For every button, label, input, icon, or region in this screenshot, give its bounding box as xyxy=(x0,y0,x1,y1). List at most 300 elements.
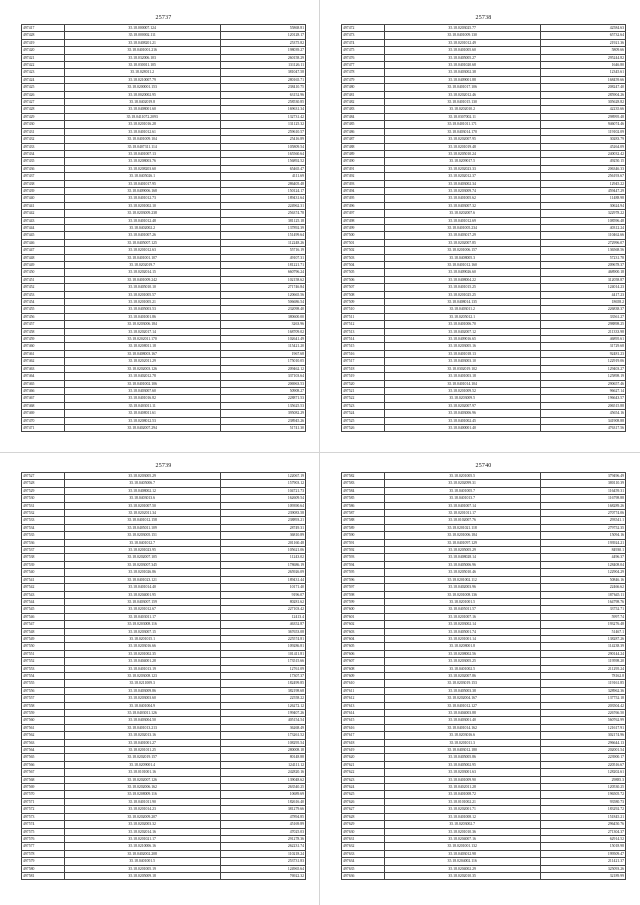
account-code-cell: 35.18.0401012.158 xyxy=(64,517,220,524)
row-id-cell: 497468 xyxy=(22,402,65,409)
account-code-cell: 35.18.0201026.86 xyxy=(64,569,220,576)
amount-cell: 116798.88 xyxy=(540,495,625,502)
amount-cell: 112248.26 xyxy=(220,239,305,246)
amount-cell: 660796.24 xyxy=(220,269,305,276)
ledger-table xyxy=(341,24,626,432)
amount-cell: 36268.49 xyxy=(220,724,305,731)
row-id-cell: 497543 xyxy=(22,591,65,598)
row-id-cell: 497612 xyxy=(342,695,385,702)
account-code-cell: 35.18.0202017.14 xyxy=(64,328,220,335)
table-row xyxy=(342,643,626,650)
account-code-cell: 35.18.0208012.53 xyxy=(64,417,220,424)
amount-cell: 228871.53 xyxy=(220,395,305,402)
account-code-cell: 35.18.0201007.50 xyxy=(64,502,220,509)
amount-cell: 5809.66 xyxy=(540,47,625,54)
table-row xyxy=(342,32,626,39)
table-row xyxy=(342,299,626,306)
row-id-cell: 497549 xyxy=(22,635,65,642)
table-row xyxy=(342,695,626,702)
account-code-cell: 35.18.0201016.28 xyxy=(64,121,220,128)
amount-cell: 1967.68 xyxy=(220,350,305,357)
account-code-cell: 35.18.0203009.238 xyxy=(64,210,220,217)
amount-cell: 206515.88 xyxy=(540,402,625,409)
row-id-cell: 497548 xyxy=(22,628,65,635)
account-code-cell: 35.18.0405001.74 xyxy=(384,628,540,635)
account-code-cell: 35.18.0401009.242 xyxy=(64,276,220,283)
row-id-cell: 497458 xyxy=(22,328,65,335)
amount-cell: 31729.68 xyxy=(540,343,625,350)
account-code-cell: 35.18.0401018.13 xyxy=(384,350,540,357)
row-id-cell: 497625 xyxy=(342,791,385,798)
row-id-cell: 497547 xyxy=(22,621,65,628)
account-code-cell: 35.18.0203005.29 xyxy=(64,473,220,480)
row-id-cell: 497629 xyxy=(342,821,385,828)
row-id-cell: 497527 xyxy=(22,473,65,480)
account-code-cell: 35.18.0408002.12 xyxy=(64,487,220,494)
account-code-cell: 35.18.0201001.132 xyxy=(384,843,540,850)
row-id-cell: 497533 xyxy=(22,517,65,524)
row-id-cell: 497555 xyxy=(22,680,65,687)
table-row xyxy=(22,835,306,842)
amount-cell: 124111.12 xyxy=(220,761,305,768)
account-code-cell: 35.18.0202011.29 xyxy=(64,358,220,365)
amount-cell: 114238.39 xyxy=(540,643,625,650)
amount-cell: 18658.2 xyxy=(540,299,625,306)
row-id-cell: 497428 xyxy=(22,32,65,39)
account-code-cell: 35.18.0203008.123 xyxy=(64,672,220,679)
account-code-cell: 35.18.0201006.184 xyxy=(384,532,540,539)
table-row xyxy=(22,358,306,365)
table-row xyxy=(342,702,626,709)
table-row xyxy=(22,365,306,372)
table-row xyxy=(22,591,306,598)
account-code-cell: 35.18.0401023.121 xyxy=(64,576,220,583)
amount-cell: 65465.47 xyxy=(220,165,305,172)
table-row xyxy=(342,821,626,828)
row-id-cell: 497617 xyxy=(342,732,385,739)
row-id-cell: 497430 xyxy=(22,121,65,128)
account-code-cell: 35.18.0403002.38 xyxy=(384,69,540,76)
account-code-cell: 35.18.0403012.98 xyxy=(384,850,540,857)
ledger-table xyxy=(21,472,306,880)
amount-cell: 211295.24 xyxy=(540,665,625,672)
amount-cell: 57231.78 xyxy=(540,254,625,261)
row-id-cell: 497561 xyxy=(22,724,65,731)
row-id-cell: 497595 xyxy=(342,569,385,576)
table-row xyxy=(342,510,626,517)
row-id-cell: 497616 xyxy=(342,724,385,731)
row-id-cell: 497579 xyxy=(22,858,65,865)
row-id-cell: 497495 xyxy=(342,195,385,202)
amount-cell: 51741.30 xyxy=(220,424,305,431)
table-row xyxy=(22,202,306,209)
table-row xyxy=(342,284,626,291)
account-code-cell: 35.18.0201005.57 xyxy=(64,291,220,298)
amount-cell: 10689.69 xyxy=(220,791,305,798)
account-code-cell: 35.18.0202013.16 xyxy=(64,732,220,739)
table-row xyxy=(342,365,626,372)
account-code-cell: 35.18.032006.103 xyxy=(64,54,220,61)
account-code-cell: 35.18.0210007.79 xyxy=(64,76,220,83)
page-panel-bottom-right xyxy=(341,462,626,880)
table-row xyxy=(22,313,306,320)
account-code-cell: 35.18.0404001.28 xyxy=(64,658,220,665)
account-code-cell: 35.18.0411072.2093 xyxy=(64,113,220,120)
account-code-cell: 35.18.0405003.53 xyxy=(64,306,220,313)
amount-cell: 46352.87 xyxy=(220,621,305,628)
table-row xyxy=(22,387,306,394)
row-id-cell: 497627 xyxy=(342,806,385,813)
row-id-cell: 497563 xyxy=(22,739,65,746)
table-row xyxy=(342,343,626,350)
account-code-cell: 35.18.0409026.60 xyxy=(384,269,540,276)
table-row xyxy=(342,99,626,106)
table-row xyxy=(342,813,626,820)
table-row xyxy=(22,850,306,857)
row-id-cell: 497583 xyxy=(342,480,385,487)
row-id-cell: 497605 xyxy=(342,643,385,650)
row-id-cell: 497457 xyxy=(22,321,65,328)
table-row xyxy=(22,650,306,657)
table-row xyxy=(22,84,306,91)
table-row xyxy=(342,232,626,239)
amount-cell: 468900.18 xyxy=(540,269,625,276)
account-code-cell: 35.18.0201005.21 xyxy=(64,299,220,306)
table-row xyxy=(342,650,626,657)
row-id-cell: 497517 xyxy=(342,358,385,365)
amount-cell: 45169.89 xyxy=(220,821,305,828)
amount-cell: 232098.40 xyxy=(220,306,305,313)
account-code-cell: 35.18.0201010.36 xyxy=(384,828,540,835)
amount-cell: 21921.36 xyxy=(540,39,625,46)
table-row xyxy=(342,239,626,246)
amount-cell: 173261.52 xyxy=(220,732,305,739)
row-id-cell: 497486 xyxy=(342,128,385,135)
row-id-cell: 497578 xyxy=(22,850,65,857)
table-row xyxy=(342,761,626,768)
amount-cell: 119161.85 xyxy=(540,680,625,687)
row-id-cell: 497492 xyxy=(342,173,385,180)
account-code-cell: 35.18.0401001.107 xyxy=(64,254,220,261)
row-id-cell: 497542 xyxy=(22,584,65,591)
amount-cell: 182616.40 xyxy=(220,798,305,805)
row-id-cell: 497580 xyxy=(22,865,65,872)
account-code-cell: 35.18.0205010.24 xyxy=(384,150,540,157)
account-code-cell: 35.18.0403011.11 xyxy=(64,402,220,409)
table-row xyxy=(22,532,306,539)
table-row xyxy=(342,872,626,879)
table-row xyxy=(342,380,626,387)
account-code-cell: 35.18.0401008.12 xyxy=(384,813,540,820)
row-id-cell: 497568 xyxy=(22,776,65,783)
table-row xyxy=(342,25,626,32)
amount-cell: 380600.00 xyxy=(220,313,305,320)
account-code-cell: 35.18.0202019.7 xyxy=(64,262,220,269)
row-id-cell: 497613 xyxy=(342,702,385,709)
table-row xyxy=(342,358,626,365)
account-code-cell: 35.18.0201005.5 xyxy=(384,473,540,480)
amount-cell: 211333.98 xyxy=(540,328,625,335)
page-title: 25738 xyxy=(475,15,492,21)
table-row xyxy=(342,395,626,402)
table-row xyxy=(342,224,626,231)
account-code-cell: 35.18.028011.2 xyxy=(64,69,220,76)
table-row xyxy=(342,473,626,480)
amount-cell: 169631.34 xyxy=(220,106,305,113)
row-id-cell: 497473 xyxy=(342,32,385,39)
account-code-cell: 35.18.0403007.60 xyxy=(64,387,220,394)
table-row xyxy=(342,350,626,357)
row-id-cell: 497514 xyxy=(342,336,385,343)
account-code-cell: 35.18.0202007.6 xyxy=(384,210,540,217)
amount-cell: 272996.07 xyxy=(540,239,625,246)
account-code-cell: 35.18.0201002.10 xyxy=(64,202,220,209)
row-id-cell: 497528 xyxy=(22,480,65,487)
row-id-cell: 497481 xyxy=(342,91,385,98)
account-code-cell: 35.18.0401005.62 xyxy=(384,195,540,202)
table-row xyxy=(22,224,306,231)
row-id-cell: 497552 xyxy=(22,658,65,665)
table-row xyxy=(22,487,306,494)
amount-cell: 256193.67 xyxy=(540,173,625,180)
table-row xyxy=(22,613,306,620)
amount-cell: 193924.21 xyxy=(540,539,625,546)
amount-cell: 47025.03 xyxy=(220,828,305,835)
account-code-cell: 35.18.0203016.6 xyxy=(384,732,540,739)
account-code-cell: 35.18.0201012.63 xyxy=(64,247,220,254)
amount-cell: 62914.52 xyxy=(540,835,625,842)
row-id-cell: 497609 xyxy=(342,672,385,679)
amount-cell: 32189.99 xyxy=(540,872,625,879)
account-code-cell: 35.18.0402012.78 xyxy=(64,373,220,380)
row-id-cell: 497521 xyxy=(342,387,385,394)
amount-cell: 78162.8 xyxy=(540,672,625,679)
amount-cell: 30283.79 xyxy=(540,136,625,143)
account-code-cell: 35.18.0209017.5 xyxy=(384,158,540,165)
table-row xyxy=(342,410,626,417)
row-id-cell: 497475 xyxy=(342,47,385,54)
amount-cell: 395082.29 xyxy=(220,410,305,417)
table-row xyxy=(22,569,306,576)
table-row xyxy=(22,806,306,813)
row-id-cell: 497469 xyxy=(22,410,65,417)
account-code-cell: 35.18.0307002.11 xyxy=(384,113,540,120)
account-code-cell: 35.18.0403017.29 xyxy=(384,232,540,239)
table-row xyxy=(342,798,626,805)
table-row xyxy=(342,158,626,165)
table-row xyxy=(342,417,626,424)
table-row xyxy=(22,269,306,276)
row-id-cell: 497634 xyxy=(342,858,385,865)
amount-cell: 22466.62 xyxy=(540,584,625,591)
amount-cell: 121617.91 xyxy=(540,724,625,731)
row-id-cell: 497572 xyxy=(22,806,65,813)
row-id-cell: 497444 xyxy=(22,224,65,231)
amount-cell: 15094.16 xyxy=(540,532,625,539)
row-id-cell: 497541 xyxy=(22,576,65,583)
row-id-cell: 497619 xyxy=(342,747,385,754)
account-code-cell: 35.18.0405011.57 xyxy=(384,606,540,613)
row-id-cell: 497582 xyxy=(342,473,385,480)
account-code-cell: 35.18.0204002.116 xyxy=(384,858,540,865)
amount-cell: 126272.12 xyxy=(220,702,305,709)
row-id-cell: 497425 xyxy=(22,84,65,91)
account-code-cell: 35.18.0208001.8 xyxy=(384,643,540,650)
row-id-cell: 497504 xyxy=(342,262,385,269)
ledger-table xyxy=(341,472,626,880)
account-code-cell: 35.18.0202014.15 xyxy=(64,269,220,276)
account-code-cell: 35.18.0401004.9 xyxy=(64,702,220,709)
account-code-cell: 35.18.000007.124 xyxy=(64,25,220,32)
row-id-cell: 497560 xyxy=(22,717,65,724)
account-code-cell: 35.18.0405005.86 xyxy=(384,754,540,761)
amount-cell: 165560.64 xyxy=(220,150,305,157)
amount-cell: 36810.89 xyxy=(220,532,305,539)
row-id-cell: 497585 xyxy=(342,495,385,502)
table-row xyxy=(22,554,306,561)
account-code-cell: 35.18.0020002.95 xyxy=(64,91,220,98)
table-row xyxy=(22,395,306,402)
account-code-cell: 35.18.0203016.66 xyxy=(64,643,220,650)
row-id-cell: 497522 xyxy=(342,395,385,402)
account-code-cell: 35.18.0408014.135 xyxy=(384,299,540,306)
account-code-cell: 35.18.0204007.16 xyxy=(384,835,540,842)
amount-cell: 125898.19 xyxy=(540,373,625,380)
row-id-cell: 497506 xyxy=(342,276,385,283)
table-row xyxy=(22,858,306,865)
row-id-cell: 497449 xyxy=(22,262,65,269)
account-code-cell: 35.18.0401014.104 xyxy=(384,380,540,387)
account-code-cell: 35.18.0403011.126 xyxy=(64,710,220,717)
row-id-cell: 497482 xyxy=(342,99,385,106)
table-row xyxy=(342,828,626,835)
account-code-cell: 35.18.0201021.17 xyxy=(64,835,220,842)
row-id-cell: 497472 xyxy=(342,25,385,32)
table-row xyxy=(22,321,306,328)
table-row xyxy=(342,835,626,842)
account-code-cell: 35.18.0201006.157 xyxy=(384,247,540,254)
amount-cell: 405154.54 xyxy=(220,717,305,724)
amount-cell: 46895.61 xyxy=(540,336,625,343)
amount-cell: 341908.88 xyxy=(540,417,625,424)
row-id-cell: 497513 xyxy=(342,328,385,335)
row-id-cell: 497564 xyxy=(22,747,65,754)
account-code-cell: 35.18.0209001.4 xyxy=(64,761,220,768)
table-row xyxy=(342,858,626,865)
table-row xyxy=(342,202,626,209)
row-id-cell: 497597 xyxy=(342,584,385,591)
row-id-cell: 497556 xyxy=(22,687,65,694)
row-id-cell: 497525 xyxy=(342,417,385,424)
account-code-cell: 35.18.0203003.60 xyxy=(64,695,220,702)
row-id-cell: 497589 xyxy=(342,524,385,531)
row-id-cell: 497537 xyxy=(22,547,65,554)
row-id-cell: 497631 xyxy=(342,835,385,842)
table-row xyxy=(22,665,306,672)
amount-cell: 367653.08 xyxy=(220,628,305,635)
table-row xyxy=(342,576,626,583)
account-code-cell: 35.18.0407311.114 xyxy=(64,143,220,150)
account-code-cell: 35.18.0203002.7 xyxy=(384,821,540,828)
table-row xyxy=(342,502,626,509)
amount-cell: 196643.57 xyxy=(540,395,625,402)
table-row xyxy=(342,635,626,642)
row-id-cell: 497526 xyxy=(342,424,385,431)
amount-cell: 253731.83 xyxy=(220,858,305,865)
account-code-cell: 35.18.0202003.126 xyxy=(64,365,220,372)
amount-cell: 124014.23 xyxy=(540,284,625,291)
table-row xyxy=(342,717,626,724)
row-id-cell: 497432 xyxy=(22,136,65,143)
amount-cell: 17307.37 xyxy=(220,672,305,679)
table-row xyxy=(342,47,626,54)
account-code-cell: 35.18.0201014.23 xyxy=(64,806,220,813)
row-id-cell: 497608 xyxy=(342,665,385,672)
account-code-cell: 35.18.0202004.167 xyxy=(384,695,540,702)
row-id-cell: 497520 xyxy=(342,380,385,387)
amount-cell: 379496.49 xyxy=(540,473,625,480)
table-row xyxy=(342,336,626,343)
amount-cell: 108295.54 xyxy=(220,739,305,746)
amount-cell: 209678.37 xyxy=(540,262,625,269)
amount-cell: 285904.26 xyxy=(540,91,625,98)
account-code-cell: 35.18.0203025.77 xyxy=(384,25,540,32)
table-row xyxy=(342,606,626,613)
table-row xyxy=(342,247,626,254)
row-id-cell: 497485 xyxy=(342,121,385,128)
table-row xyxy=(342,262,626,269)
amount-cell: 156892.52 xyxy=(220,158,305,165)
row-id-cell: 497446 xyxy=(22,239,65,246)
row-id-cell: 497427 xyxy=(22,99,65,106)
table-row xyxy=(342,121,626,128)
amount-cell: 12413.4 xyxy=(220,613,305,620)
account-code-cell: 35.18.0203006.184 xyxy=(64,321,220,328)
account-code-cell: 35.18.0405006.7 xyxy=(64,480,220,487)
row-id-cell: 497441 xyxy=(22,202,65,209)
table-row xyxy=(342,424,626,431)
table-row xyxy=(22,210,306,217)
row-id-cell: 497620 xyxy=(342,754,385,761)
amount-cell: 337103.64 xyxy=(220,373,305,380)
account-code-cell: 35.18.0201011.3 xyxy=(384,739,540,746)
row-id-cell: 497433 xyxy=(22,143,65,150)
amount-cell: 173515.66 xyxy=(220,658,305,665)
row-id-cell: 497562 xyxy=(22,732,65,739)
row-id-cell: 497622 xyxy=(342,769,385,776)
row-id-cell: 497511 xyxy=(342,313,385,320)
row-id-cell: 497428 xyxy=(22,106,65,113)
row-id-cell: 497516 xyxy=(342,350,385,357)
table-row xyxy=(342,106,626,113)
amount-cell: 280008.18 xyxy=(220,747,305,754)
amount-cell: 131125.32 xyxy=(220,121,305,128)
account-code-cell: 35.18.0203002.14 xyxy=(384,621,540,628)
row-id-cell: 497515 xyxy=(342,343,385,350)
table-row xyxy=(342,480,626,487)
table-row xyxy=(22,865,306,872)
amount-cell: 11488.98 xyxy=(540,195,625,202)
amount-cell: 29885.3 xyxy=(540,776,625,783)
row-id-cell: 497603 xyxy=(342,628,385,635)
table-row xyxy=(342,843,626,850)
table-row xyxy=(22,380,306,387)
amount-cell: 49250.15 xyxy=(540,158,625,165)
row-id-cell: 497483 xyxy=(342,106,385,113)
row-id-cell: 497611 xyxy=(342,687,385,694)
row-id-cell: 497576 xyxy=(22,835,65,842)
amount-cell: 328962.36 xyxy=(540,687,625,694)
